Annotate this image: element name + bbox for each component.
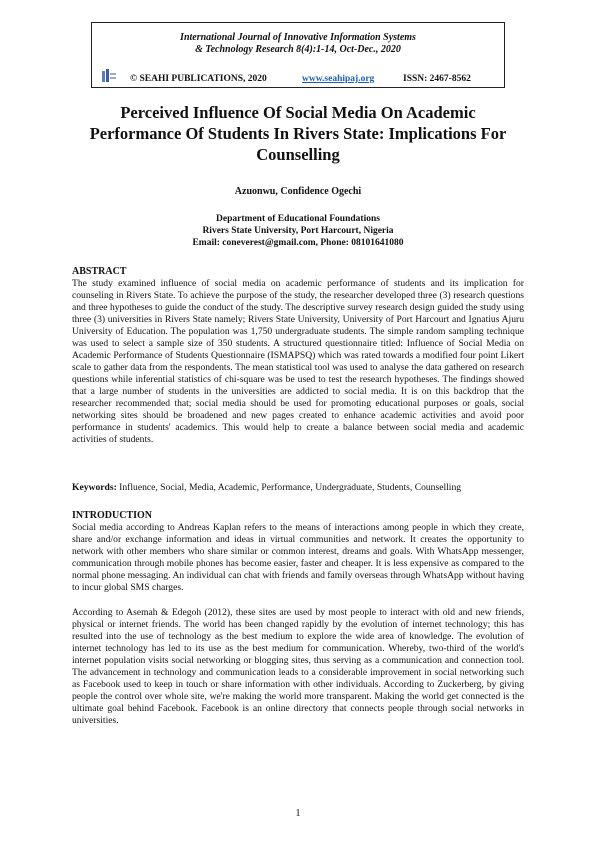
contact-info: Email: coneverest@gmail.com, Phone: 08101641080 xyxy=(192,238,404,248)
keywords-text: Influence, Social, Media, Academic, Performance, Undergraduate, Students, Counselling xyxy=(116,482,462,493)
journal-issue: & Technology Research 8(4):1-14, Oct-Dec., 2020 xyxy=(195,44,401,55)
university: Rivers State University, Port Harcourt, Nigeria xyxy=(202,226,394,236)
author-name: Azuonwu, Confidence Ogechi xyxy=(234,186,362,197)
department: Department of Educational Foundations xyxy=(216,214,380,224)
keywords xyxy=(72,482,524,494)
journal-header xyxy=(91,22,505,88)
page-number: 1 xyxy=(295,808,301,819)
journal-name: International Journal of Innovative Information Systems xyxy=(180,32,416,43)
paper-title: Perceived Influence Of Social Media On Academic Performance Of Students In Rivers State: Implications For Counselling xyxy=(89,103,507,164)
introduction-heading: INTRODUCTION xyxy=(72,510,153,521)
copyright-text: © SEAHI PUBLICATIONS, 2020 xyxy=(130,74,267,84)
introduction-paragraph-2: According to Asemah & Edegoh (2012), these sites are used by most people to interact with old and new friends, physical or internet friends. The world has been changed rapidly by the evolution of internet technology; this has resulted into the use of technology as the best medium to explore the wide area of knowledge. The evolution of internet technology has led to its use as the best medium for communication. Whereby, two-third of the world's internet population visits social networking or blogging sites, thus serving as a communication and connection tool. The advancement in technology and communication leads to a considerable improvement in social networking such as Facebook used to keep in touch or share information with other individuals. According to Zuckerberg, by giving people the control over whole site, we're making the world more transparent. Making the world get connected is the ultimate goal behind Facebook. Facebook is an online directory that connects people through social networks in universities. xyxy=(72,607,524,726)
keywords-label: Keywords: xyxy=(72,482,117,493)
seahi-logo-icon xyxy=(101,68,117,84)
abstract-heading: ABSTRACT xyxy=(72,266,127,277)
abstract-body: The study examined influence of social media on academic performance of students and its implication for counseling in Rivers State. To achieve the purpose of the study, the researcher developed three (3) research questions and three hypotheses to guide the conduct of the study. The descriptive survey research design guided the study using three (3) universities in Rivers State namely; Rivers State University, University of Port Harcourt and Ignatius Ajuru University of Education. The population was 1,750 undergraduate students. The simple random sampling technique was used to select a sample size of 350 students. A structured questionnaire titled: Influence of Social Media on Academic Performance of Students Questionnaire (ISMAPSQ) which was rated towards a modified four point Likert scale to gather data from the respondents. The mean statistical tool was used to analyse the data gathered on research questions while inferential statistics of chi-square was be used to test the research hypotheses. The findings showed that a large number of students in the universities are addicted to social media. It is on this backdrop that the researcher recommended that; social media should be used for promoting educational purposes or goals, social networking sites should be broadened and new pages created to enhance academic activities and avoid poor performance in students' academics. This would help to create a balance between social media and academic activities of students. xyxy=(72,278,524,445)
issn-text: ISSN: 2467-8562 xyxy=(403,74,471,84)
introduction-paragraph-1: Social media according to Andreas Kaplan refers to the means of interactions among people in which they create, share and/or exchange information and ideas in virtual communities and network. It creates the opportunity to network with other members who share similar or common interest, dreams and goals. With WhatsApp messenger, communication through mobile phones has become easier, faster and cheaper. It is less expensive as compared to the normal phone messaging. An individual can chat with friends and family overseas through WhatsApp without having to incur global SMS charges. xyxy=(72,522,524,593)
journal-url-link[interactable]: www.seahipaj.org xyxy=(302,74,375,84)
